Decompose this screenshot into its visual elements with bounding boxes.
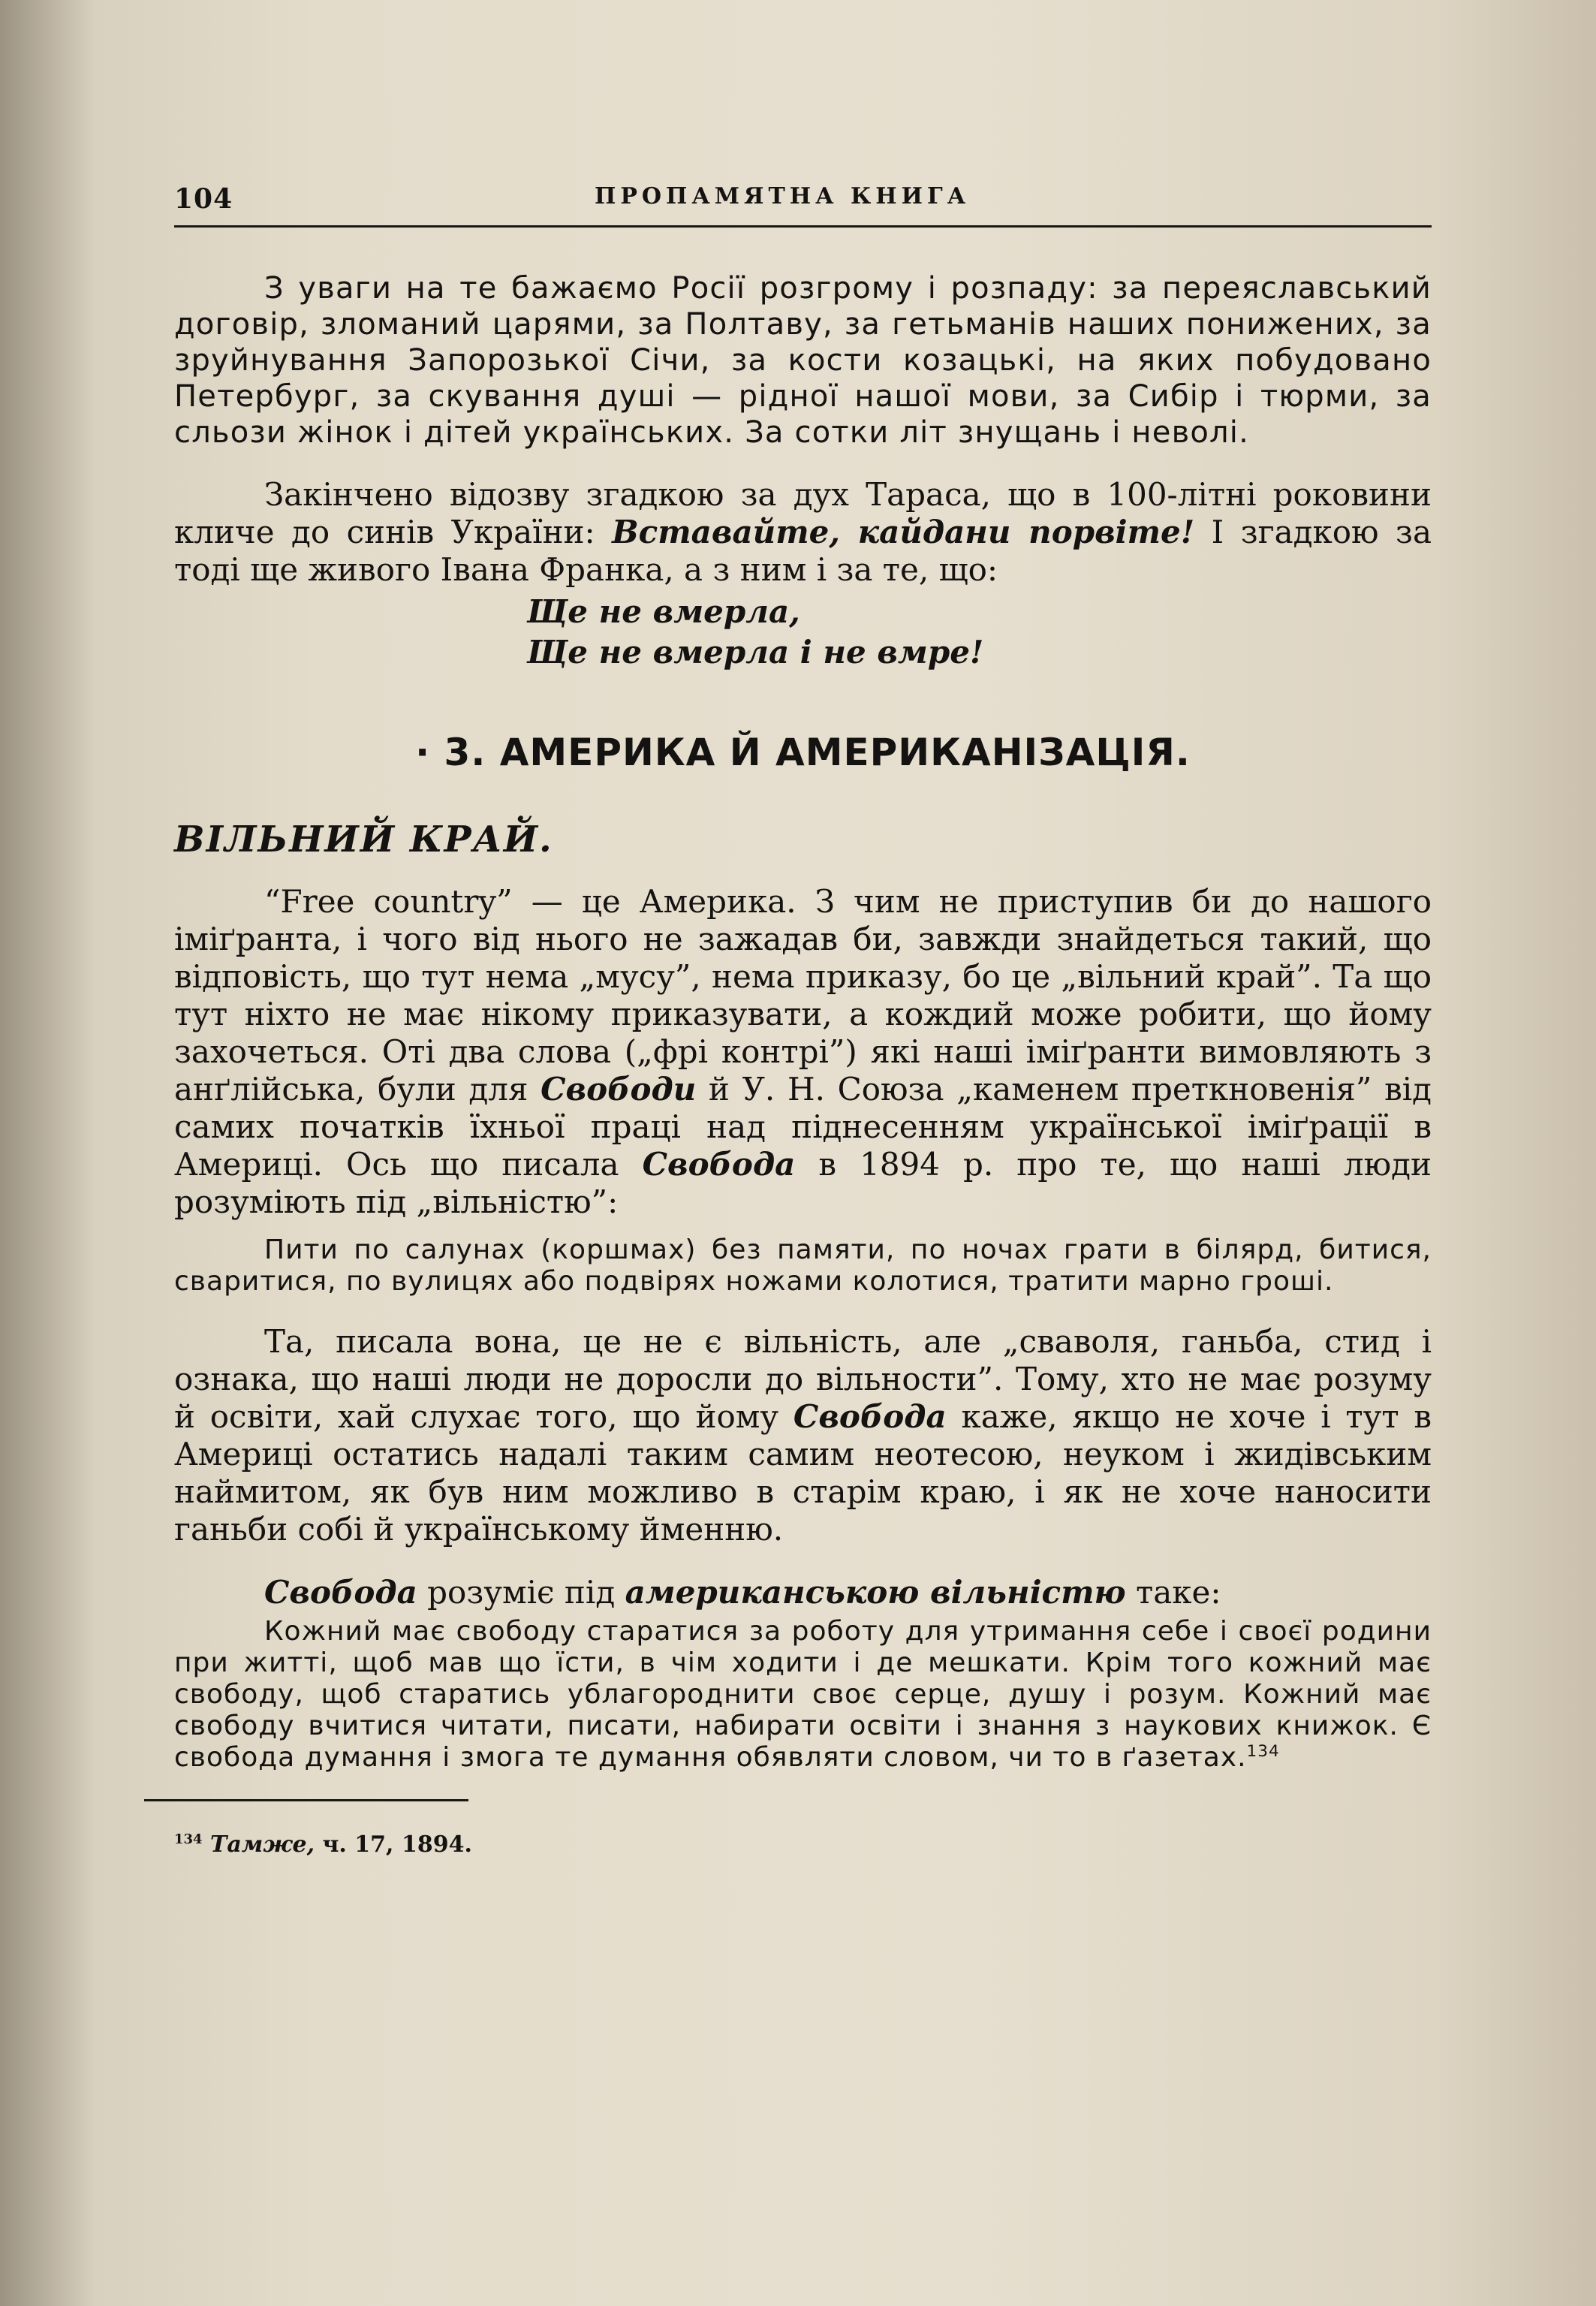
- quote-freedom: [174, 1616, 1432, 1774]
- free-country-text-2: й У. Н. Союза „каменем преткновенія” від самих початків їхньої праці над піднесенням української іміґрації в Америці. Ось що писала: [174, 1071, 1432, 1183]
- footnote-reference[interactable]: 134: [1246, 1742, 1280, 1761]
- poem-line-2: Ще не вмерла і не вмре!: [527, 634, 984, 671]
- quote-saloons: Пити по салунах (коршмах) без памяти, по ночах грати в білярд, битися, сваритися, по вулицях або подвірях ножами колотися, тратити марно гроші.: [174, 1234, 1432, 1297]
- paragraph-russia: З уваги на те бажаємо Росії розгрому і розпаду: за переяславський договір, зломаний царями, за Полтаву, за гетьманів наших понижених, за зруйнування Запорозької Січи, за кости козацькі, на яких побудовано Петербург, за скування душі — рідної нашої мови, за Сибір і тюрми, за сльози жінок і дітей українських. За сотки літ знущань і неволі.: [174, 271, 1432, 450]
- paragraph-licence: [174, 1323, 1432, 1548]
- paragraph-taras-text-end: І згадкою за тоді ще живого Івана Франка, а з ним і за те, що:: [174, 514, 1432, 588]
- american-freedom-text: розуміє під: [417, 1574, 625, 1611]
- paragraph-taras: [174, 476, 1432, 589]
- subheading: ВІЛЬНИЙ КРАЙ.: [174, 818, 553, 861]
- licence-text-2: каже, якщо не хоче і тут в Америці остатись надалі таким самим неотесою, неуком і жидівським наймитом, як був ним можливо в старім краю, і як не хоче наносити ганьби собі й українському йменню.: [174, 1398, 1432, 1548]
- footnote-divider: [144, 1799, 468, 1801]
- licence-italic: Свобода: [793, 1398, 947, 1435]
- page-header: [174, 183, 1432, 228]
- page-content: [174, 270, 1432, 1858]
- footnote: [174, 1831, 1432, 1858]
- page-number: 104: [174, 183, 233, 215]
- licence-text-1: Та, писала вона, це не є вільність, але „сваволя, ганьба, стид і ознака, що наші люди не доросли до вільности”. Тому, хто не має розуму й освіти, хай слухає того, що йому: [174, 1323, 1432, 1435]
- free-country-text-1: “Free country” — це Америка. З чим не приступив би до нашого іміґранта, і чого від нього не зажадав би, завжди знайдеться такий, що відповість, що тут нема „мусу”, нема приказу, бо це „вільний край”. Та що тут ніхто не має нікому приказувати, а кождий може робити, що йому захочеться. Оті два слова („фрі контрі”) які наші іміґранти вимовляють з анґлійська, були для: [174, 883, 1432, 1108]
- free-country-italic-2: Свобода: [642, 1146, 796, 1183]
- paragraph-american-freedom: [174, 1574, 1432, 1611]
- american-freedom-italic-2: американською вільністю: [625, 1574, 1126, 1611]
- paragraph-taras-quote: Вставайте, кайдани порвіте!: [612, 514, 1195, 550]
- poem-quote: [527, 592, 1432, 673]
- footnote-detail: ч. 17, 1894.: [315, 1831, 472, 1858]
- running-title: ПРОПАМЯТНА КНИГА: [595, 183, 971, 209]
- paragraph-free-country: [174, 883, 1432, 1221]
- poem-line-1: Ще не вмерла,: [527, 593, 800, 630]
- american-freedom-text-end: таке:: [1125, 1574, 1221, 1611]
- free-country-text-3: в 1894 р. про те, що наші люди розуміють під „вільністю”:: [174, 1146, 1432, 1220]
- quote-freedom-text: Кожний має свободу старатися за роботу для утримання себе і своєї родини при житті, щоб мав що їсти, в чім ходити і де мешкати. Крім того кожний має свободу, щоб старатись ублагороднити своє серце, душу і розум. Кожний має свободу вчитися читати, писати, набирати освіти і знання з наукових книжок. Є свобода думання і змога те думання обявляти словом, чи то в ґазетах.: [174, 1616, 1432, 1773]
- section-heading: · 3. АМЕРИКА Й АМЕРИКАНІЗАЦІЯ.: [415, 731, 1191, 774]
- footnote-source: Тамже,: [210, 1831, 315, 1858]
- american-freedom-italic-1: Свобода: [264, 1574, 417, 1611]
- free-country-italic-1: Свободи: [541, 1071, 697, 1108]
- footnote-number: 134: [174, 1831, 203, 1847]
- paragraph-taras-text: Закінчено відозву згадкою за дух Тараса, що в 100-літні роковини кличе до синів України:: [174, 476, 1432, 550]
